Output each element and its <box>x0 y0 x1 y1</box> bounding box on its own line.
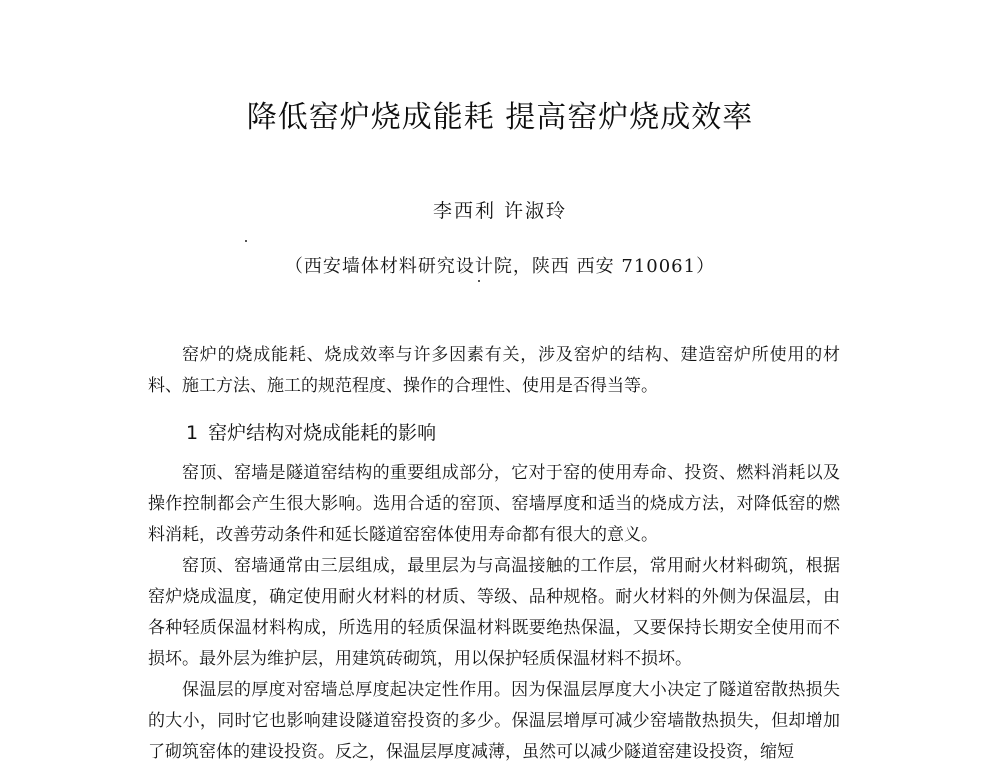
body-paragraph: 窑顶、窑墙通常由三层组成，最里层为与高温接触的工作层，常用耐火材料砌筑，根据窑炉烧成温度，确定使用耐火材料的材质、等级、品种规格。耐火材料的外侧为保温层，由各种轻质保温材料构成，所选用的轻质保温材料既要绝热保温，又要保持长期安全使用而不损坏。最外层为维护层，用建筑砖砌筑，用以保护轻质保温材料不损坏。 <box>148 556 840 669</box>
section-title: 窑炉结构对烧成能耗的影响 <box>208 422 437 444</box>
intro-paragraph: 窑炉的烧成能耗、烧成效率与许多因素有关，涉及窑炉的结构、建造窑炉所使用的材料、施工方法、施工的规范程度、操作的合理性、使用是否得当等。 <box>148 345 840 396</box>
paper-authors: 李西利 许淑玲 <box>432 200 568 222</box>
scan-speck <box>478 280 480 282</box>
body-paragraph: 窑顶、窑墙是隧道窑结构的重要组成部分，它对于窑的使用寿命、投资、燃料消耗以及操作控制都会产生很大影响。选用合适的窑顶、窑墙厚度和适当的烧成方法，对降低窑的燃料消耗，改善劳动条件和延长隧道窑窑体使用寿命都有很大的意义。 <box>148 463 840 545</box>
intro-section <box>148 340 840 402</box>
body-paragraph: 保温层的厚度对窑墙总厚度起决定性作用。因为保温层厚度大小决定了隧道窑散热损失的大小，同时它也影响建设隧道窑投资的多少。保温层增厚可减少窑墙散热损失，但却增加了砌筑窑体的建设投资。反之，保温层厚度减薄，虽然可以减少隧道窑建设投资，缩短 <box>148 680 840 762</box>
paper-title: 降低窑炉烧成能耗 提高窑炉烧成效率 <box>246 100 754 135</box>
paper-affiliation: （西安墙体材料研究设计院，陕西 西安 710061） <box>284 256 716 277</box>
section-heading <box>186 418 436 445</box>
scan-speck <box>245 240 247 242</box>
section-number: 1 <box>186 422 199 444</box>
section-body <box>148 458 840 768</box>
